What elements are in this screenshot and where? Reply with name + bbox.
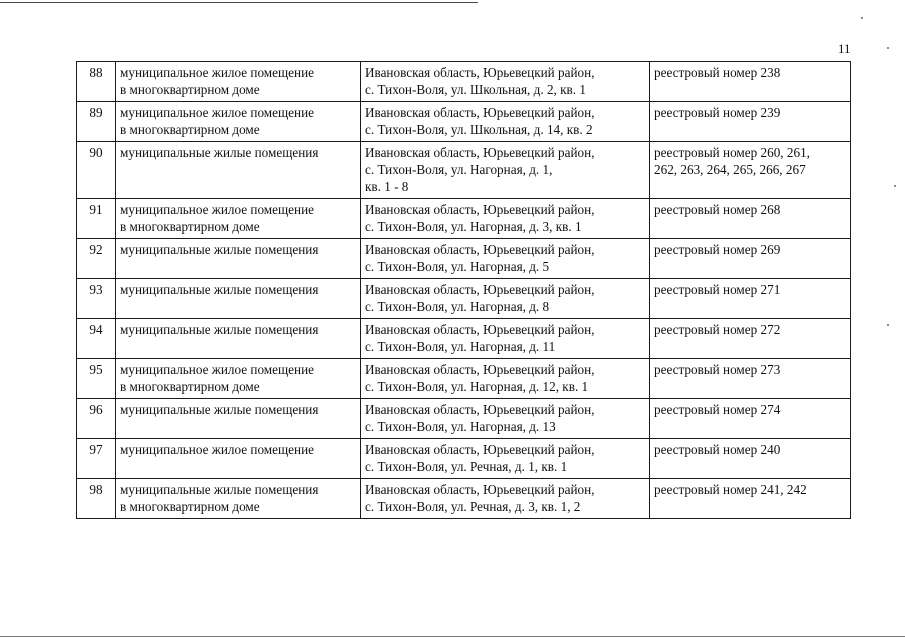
address-cell: Ивановская область, Юрьевецкий район, с. Тихон-Воля, ул. Нагорная, д. 5 (361, 239, 650, 279)
object-name-cell: муниципальное жилое помещение в многоквартирном доме (116, 62, 361, 102)
table-row (77, 199, 851, 239)
table-row (77, 239, 851, 279)
scan-edge-top (0, 2, 478, 3)
address-cell: Ивановская область, Юрьевецкий район, с. Тихон-Воля, ул. Нагорная, д. 13 (361, 399, 650, 439)
table-row (77, 62, 851, 102)
row-number: 92 (77, 239, 116, 279)
address-cell: Ивановская область, Юрьевецкий район, с. Тихон-Воля, ул. Нагорная, д. 12, кв. 1 (361, 359, 650, 399)
scan-speck (894, 185, 896, 187)
registry-number-cell: реестровый номер 273 (650, 359, 851, 399)
row-number: 94 (77, 319, 116, 359)
table-row (77, 359, 851, 399)
object-name-cell: муниципальное жилое помещение в многоквартирном доме (116, 359, 361, 399)
scan-speck (887, 324, 889, 326)
address-cell: Ивановская область, Юрьевецкий район, с. Тихон-Воля, ул. Нагорная, д. 3, кв. 1 (361, 199, 650, 239)
registry-number-cell: реестровый номер 272 (650, 319, 851, 359)
property-table-body (77, 62, 851, 519)
registry-number-cell: реестровый номер 260, 261, 262, 263, 264, 265, 266, 267 (650, 142, 851, 199)
registry-number-cell: реестровый номер 240 (650, 439, 851, 479)
scan-speck (887, 47, 889, 49)
table-row (77, 439, 851, 479)
object-name-cell: муниципальные жилые помещения (116, 399, 361, 439)
address-cell: Ивановская область, Юрьевецкий район, с. Тихон-Воля, ул. Нагорная, д. 11 (361, 319, 650, 359)
object-name-cell: муниципальное жилое помещение в многоквартирном доме (116, 102, 361, 142)
row-number: 89 (77, 102, 116, 142)
object-name-cell: муниципальные жилые помещения (116, 319, 361, 359)
address-cell: Ивановская область, Юрьевецкий район, с. Тихон-Воля, ул. Речная, д. 1, кв. 1 (361, 439, 650, 479)
property-table (76, 61, 851, 519)
row-number: 97 (77, 439, 116, 479)
address-cell: Ивановская область, Юрьевецкий район, с. Тихон-Воля, ул. Школьная, д. 2, кв. 1 (361, 62, 650, 102)
object-name-cell: муниципальные жилые помещения в многоквартирном доме (116, 479, 361, 519)
address-cell: Ивановская область, Юрьевецкий район, с. Тихон-Воля, ул. Школьная, д. 14, кв. 2 (361, 102, 650, 142)
row-number: 96 (77, 399, 116, 439)
address-cell: Ивановская область, Юрьевецкий район, с. Тихон-Воля, ул. Речная, д. 3, кв. 1, 2 (361, 479, 650, 519)
registry-number-cell: реестровый номер 239 (650, 102, 851, 142)
registry-number-cell: реестровый номер 268 (650, 199, 851, 239)
table-row (77, 279, 851, 319)
row-number: 90 (77, 142, 116, 199)
table-row (77, 319, 851, 359)
scan-edge-bottom (0, 636, 905, 637)
registry-number-cell: реестровый номер 271 (650, 279, 851, 319)
registry-number-cell: реестровый номер 238 (650, 62, 851, 102)
object-name-cell: муниципальное жилое помещение (116, 439, 361, 479)
row-number: 91 (77, 199, 116, 239)
row-number: 93 (77, 279, 116, 319)
table-row (77, 102, 851, 142)
table-row (77, 142, 851, 199)
table-row (77, 479, 851, 519)
registry-number-cell: реестровый номер 274 (650, 399, 851, 439)
registry-number-cell: реестровый номер 269 (650, 239, 851, 279)
object-name-cell: муниципальное жилое помещение в многоквартирном доме (116, 199, 361, 239)
row-number: 88 (77, 62, 116, 102)
address-cell: Ивановская область, Юрьевецкий район, с. Тихон-Воля, ул. Нагорная, д. 1, кв. 1 - 8 (361, 142, 650, 199)
object-name-cell: муниципальные жилые помещения (116, 142, 361, 199)
address-cell: Ивановская область, Юрьевецкий район, с. Тихон-Воля, ул. Нагорная, д. 8 (361, 279, 650, 319)
object-name-cell: муниципальные жилые помещения (116, 279, 361, 319)
row-number: 98 (77, 479, 116, 519)
registry-number-cell: реестровый номер 241, 242 (650, 479, 851, 519)
row-number: 95 (77, 359, 116, 399)
scan-speck (861, 17, 863, 19)
page-number: 11 (838, 41, 851, 56)
table-row (77, 399, 851, 439)
object-name-cell: муниципальные жилые помещения (116, 239, 361, 279)
